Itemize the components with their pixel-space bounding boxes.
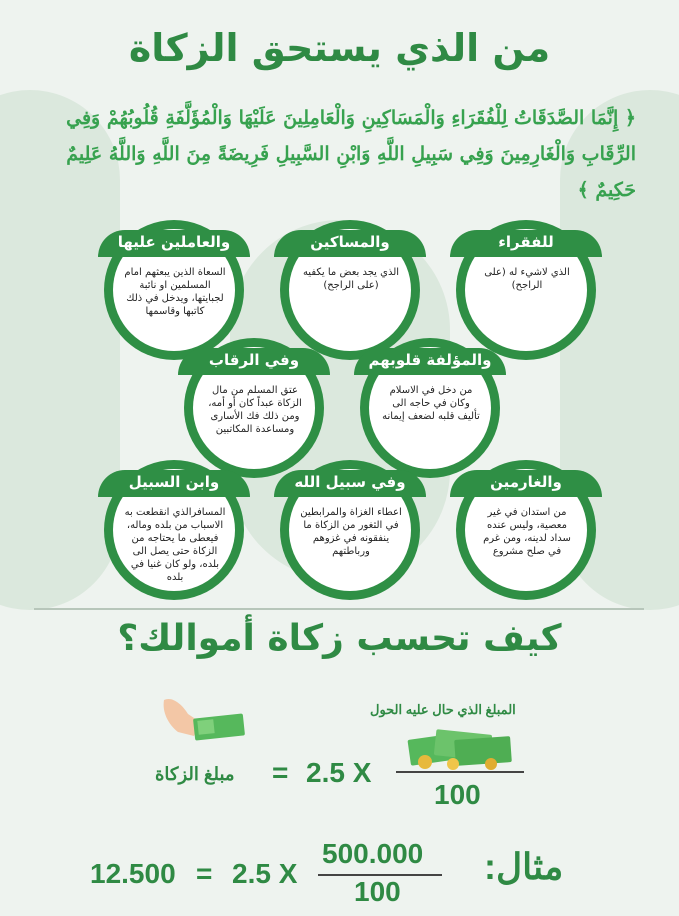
amount-label: المبلغ الذي حال عليه الحول — [370, 702, 516, 717]
page-title: من الذي يستحق الزكاة — [128, 26, 551, 70]
hand-with-money-icon — [160, 694, 250, 754]
section-divider — [34, 608, 644, 610]
example-rate: 2.5 X — [232, 858, 298, 889]
example-label: مثال: — [484, 846, 564, 887]
category-card-slaves — [184, 338, 324, 478]
example-numerator: 500.000 — [322, 838, 424, 869]
calculation-title: كيف تحسب زكاة أموالك؟ — [117, 618, 562, 659]
category-card-wayfarer — [104, 460, 244, 600]
category-text: اعطاء الغزاة والمرابطين في الثغور من الزكاة ما ينفقونه في غزوهم ورباطتهم — [300, 507, 402, 557]
category-title: وفي الرقاب — [178, 348, 330, 375]
category-title: والمؤلفة قلوبهم — [354, 348, 506, 375]
category-card-poor — [456, 220, 596, 360]
category-text: عتق المسلم من مال الزكاة عبداً كان أو أمه، ومن ذلك فك الأسارى ومساعدة المكاتبين — [208, 385, 302, 435]
formula-fraction-line — [396, 771, 524, 773]
money-stack-icon — [405, 726, 515, 770]
example-result: 12.500 — [90, 858, 176, 889]
category-card-debtors — [456, 460, 596, 600]
category-title: والعاملين عليها — [98, 230, 250, 257]
formula-equals: = — [272, 757, 289, 788]
category-title: والمساكين — [274, 230, 426, 257]
category-title: للفقراء — [450, 230, 602, 257]
category-card-cause-of-allah — [280, 460, 420, 600]
example-equals: = — [196, 858, 213, 889]
category-text: السعاة الذين يبعثهم امام المسلمين او نائبة لجبايتها، ويدخل في ذلك كاتبها وقاسمها — [124, 267, 226, 317]
quran-verse: ﴿ إِنَّمَا الصَّدَقَاتُ لِلْفُقَرَاءِ وَالْمَسَاكِينِ وَالْعَامِلِينَ عَلَيْهَا وَالْمُؤَلَّفَةِ قُلُوبُهُمْ وَفِي الرِّقَابِ وَالْغَارِمِينَ وَفِي سَبِيلِ اللَّهِ وَابْنِ السَّبِيلِ فَرِيضَةً مِنَ اللَّهِ وَاللَّهُ عَلِيمٌ حَكِيمٌ ﴾ — [66, 107, 636, 201]
category-title: وابن السبيل — [98, 470, 250, 497]
category-card-hearts — [360, 338, 500, 478]
formula-rate: 2.5 X — [306, 757, 372, 788]
category-text: الذي يجد بعض ما يكفيه (على الراجح) — [302, 267, 400, 291]
category-title: والغارمين — [450, 470, 602, 497]
category-title: وفي سبيل الله — [274, 470, 426, 497]
category-card-needy — [280, 220, 420, 360]
category-text: من استدان في غير معصية، وليس عنده سداد لدينه، ومن غرم في صلح مشروع — [483, 507, 571, 557]
example-divisor: 100 — [354, 876, 401, 907]
category-text: المسافرالذي انقطعت به الاسباب من بلده وماله، فيعطى ما يحتاجه من الزكاة حتى يصل الى بلده، ولو كان غنيا في بلده — [124, 507, 226, 583]
category-text: من دخل في الاسلام وكان في حاجه الى تأليف قلبه لضعف إيمانه — [382, 385, 480, 422]
category-text: الذي لاشيء له (على الراجح) — [484, 267, 570, 291]
category-card-collectors — [104, 220, 244, 360]
zakat-amount-label: مبلغ الزكاة — [155, 764, 235, 784]
formula-divisor: 100 — [434, 779, 481, 810]
